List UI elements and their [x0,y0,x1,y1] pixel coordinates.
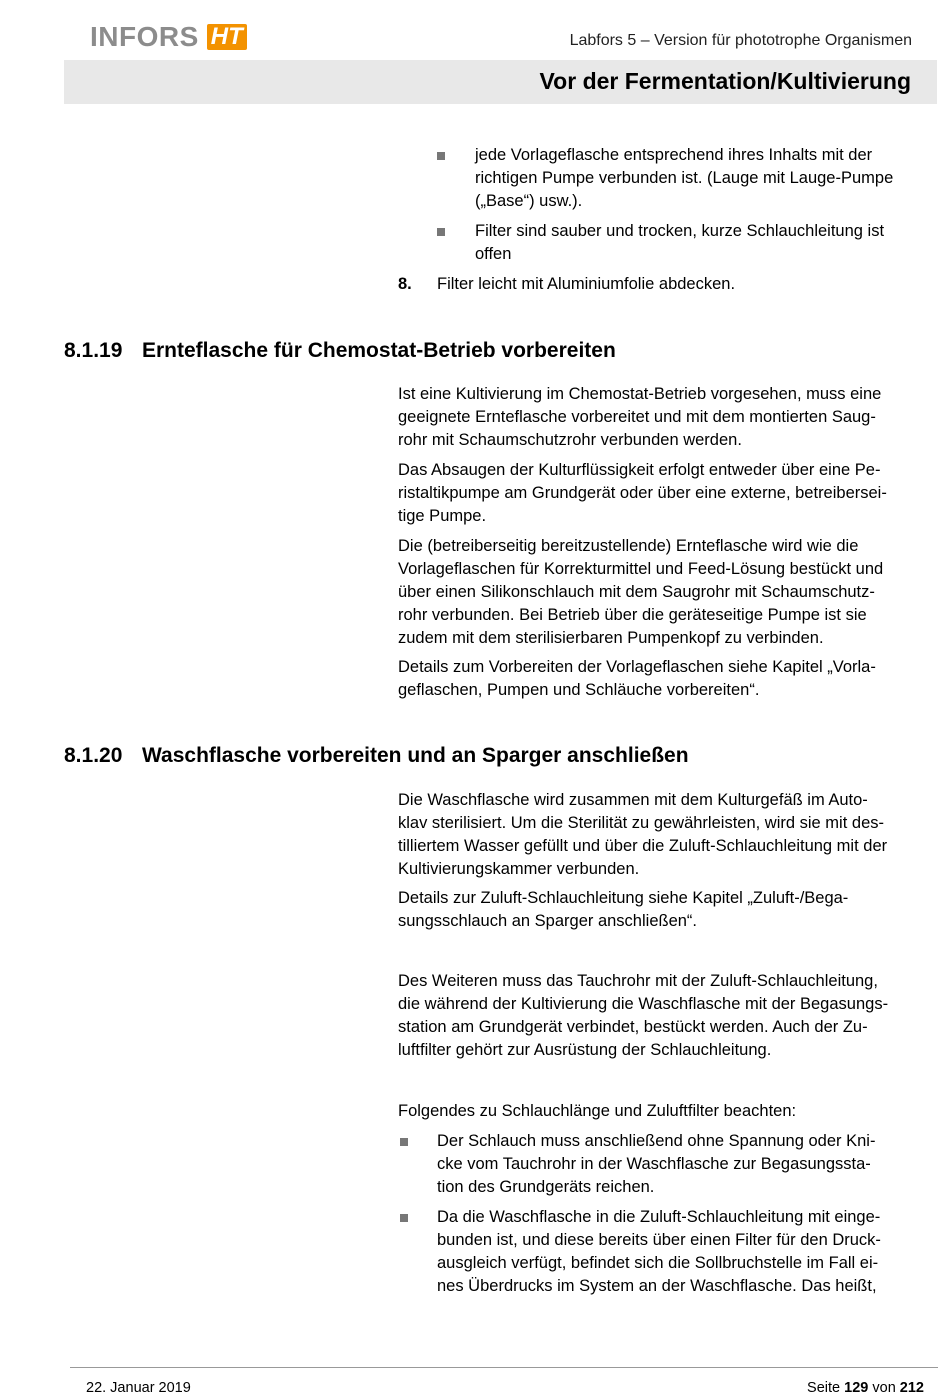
heading-number: 8.1.20 [64,744,123,767]
section-title: Vor der Fermentation/Kultivierung [539,68,911,94]
list-item-text: Filter sind sauber und trocken, kurze Schlauchleitung ist offen [475,222,885,263]
heading-title: Waschflasche vorbereiten und an Sparger anschließen [142,744,689,767]
logo-ht-badge: HT [207,24,247,50]
section-heading-8-1-19 [64,339,616,363]
heading-number: 8.1.19 [64,339,123,362]
paragraph: Die Waschflasche wird zusammen mit dem Kulturgefäß im Auto- klav sterilisiert. Um die Sterilität zu gewährleisten, wird sie mit des- tilliertem Wasser gefüllt und über die Zuluft-Schlauchleitung mit der Kultivierungskammer verbunden. [398,791,888,878]
list-item-text: jede Vorlageflasche entsprechend ihres Inhalts mit der richtigen Pumpe verbunden ist. (Lauge mit Lauge-Pumpe („Base“) usw.). [475,146,894,210]
section-heading-8-1-20 [64,744,689,768]
paragraph: Folgendes zu Schlauchlänge und Zuluftfilter beachten: [398,1102,797,1120]
footer-date: 22. Januar 2019 [86,1380,191,1396]
footer-divider [70,1367,938,1368]
square-bullet-icon [437,152,445,160]
square-bullet-icon [400,1214,408,1222]
infors-logo [90,22,247,52]
list-item [400,1130,875,1199]
section-title-bar [64,60,937,104]
paragraph: Des Weiteren muss das Tauchrohr mit der Zuluft-Schlauchleitung, die während der Kultivierung die Waschflasche mit der Begasungs- station am Grundgerät verbindet, bestückt werden. Auch der Zu- luftfilter gehört zur Ausrüstung der Schlauchleitung. [398,972,889,1059]
square-bullet-icon [437,228,445,236]
footer-page-number: Seite 129 von 212 [807,1380,924,1396]
list-item-text: Da die Waschflasche in die Zuluft-Schlauchleitung mit einge- bunden ist, und diese bereits über einen Filter für den Druck- ausgleich verfügt, befindet sich die Sollbruchstelle im Fall ei- nes Überdrucks im System an der Waschflasche. Das heißt, [437,1208,881,1295]
list-item-text: Der Schlauch muss anschließend ohne Spannung oder Kni- cke vom Tauchrohr in der Waschflasche zur Begasungssta- tion des Grundgeräts reichen. [437,1132,876,1196]
heading-title: Ernteflasche für Chemostat-Betrieb vorbereiten [142,339,616,362]
paragraph: Das Absaugen der Kulturflüssigkeit erfolgt entweder über eine Pe- ristaltikpumpe am Grundgerät oder über eine externe, betreibersei- tige Pumpe. [398,461,887,525]
paragraph: Ist eine Kultivierung im Chemostat-Betrieb vorgesehen, muss eine geeignete Ernteflasche vorbereitet und mit dem montierten Saug- rohr mit Schaumschutzrohr verbunden werden. [398,385,882,449]
list-item [437,220,884,266]
list-item [437,144,893,213]
logo-wordmark: INFORS [90,21,199,52]
step-number: 8. [398,275,412,293]
document-title: Labfors 5 – Version für phototrophe Organismen [569,32,912,49]
step-8 [398,273,735,296]
paragraph: Details zur Zuluft-Schlauchleitung siehe Kapitel „Zuluft-/Bega- sungsschlauch an Sparger anschließen“. [398,889,849,930]
square-bullet-icon [400,1138,408,1146]
paragraph: Die (betreiberseitig bereitzustellende) Ernteflasche wird wie die Vorlageflaschen für Korrekturmittel und Feed-Lösung bestückt und über einen Silikonschlauch mit dem Saugrohr mit Schaumschutz- rohr verbunden. Bei Betrieb über die geräteseitige Pumpe ist sie zudem mit dem sterilisierbaren Pumpenkopf zu verbinden. [398,537,884,647]
list-item [400,1206,881,1298]
step-text: Filter leicht mit Aluminiumfolie abdecken. [437,275,736,293]
paragraph: Details zum Vorbereiten der Vorlageflaschen siehe Kapitel „Vorla- geflaschen, Pumpen und Schläuche vorbereiten“. [398,658,876,699]
